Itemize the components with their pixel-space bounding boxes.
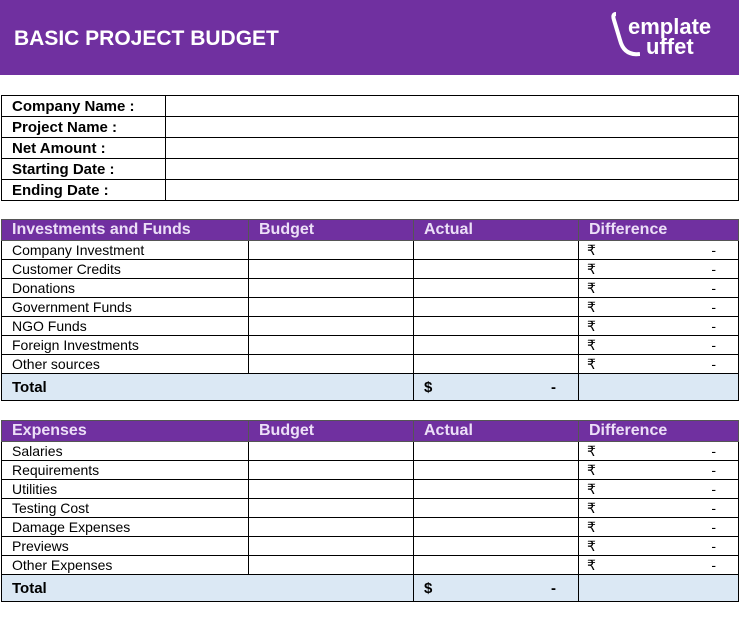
difference-cell: ₹ - [579,279,739,298]
column-header: Difference [579,421,739,442]
difference-cell: ₹ - [579,518,739,537]
actual-cell[interactable] [414,298,579,317]
expenses-header-row [2,421,739,442]
row-label: Requirements [2,461,249,480]
total-label: Total [2,575,414,602]
row-label: NGO Funds [2,317,249,336]
difference-cell: ₹ - [579,355,739,374]
row-label: Salaries [2,442,249,461]
actual-cell[interactable] [414,480,579,499]
total-label: Total [2,374,414,401]
table-row [2,518,739,537]
budget-cell[interactable] [249,298,414,317]
table-row [2,480,739,499]
table-row [2,279,739,298]
difference-cell: ₹ - [579,537,739,556]
total-actual-cell: $ - [414,374,579,401]
actual-cell[interactable] [414,317,579,336]
column-header: Investments and Funds [2,220,249,241]
info-row [2,117,739,138]
info-value-cell[interactable] [166,117,739,138]
difference-cell: ₹ - [579,336,739,355]
total-difference-cell [579,374,739,401]
actual-cell[interactable] [414,336,579,355]
budget-cell[interactable] [249,537,414,556]
row-label: Other Expenses [2,556,249,575]
investments-table [1,219,739,401]
row-label: Foreign Investments [2,336,249,355]
difference-cell: ₹ - [579,442,739,461]
difference-cell: ₹ - [579,556,739,575]
row-label: Testing Cost [2,499,249,518]
total-actual-cell: $ - [414,575,579,602]
info-row [2,180,739,201]
table-row [2,336,739,355]
table-row [2,537,739,556]
row-label: Government Funds [2,298,249,317]
budget-cell[interactable] [249,279,414,298]
budget-cell[interactable] [249,317,414,336]
row-label: Other sources [2,355,249,374]
budget-cell[interactable] [249,260,414,279]
column-header: Actual [414,220,579,241]
info-value-cell[interactable] [166,180,739,201]
row-label: Company Investment [2,241,249,260]
actual-cell[interactable] [414,279,579,298]
info-row [2,159,739,180]
title-bar [0,0,739,75]
info-row [2,138,739,159]
budget-cell[interactable] [249,461,414,480]
row-label: Utilities [2,480,249,499]
info-row [2,96,739,117]
actual-cell[interactable] [414,499,579,518]
actual-cell[interactable] [414,518,579,537]
info-label: Company Name : [2,96,166,117]
table-row [2,556,739,575]
info-label: Ending Date : [2,180,166,201]
column-header: Budget [249,421,414,442]
project-info-table [1,95,739,201]
investments-header-row [2,220,739,241]
table-row [2,317,739,336]
total-row [2,575,739,602]
difference-cell: ₹ - [579,298,739,317]
difference-cell: ₹ - [579,241,739,260]
difference-cell: ₹ - [579,480,739,499]
difference-cell: ₹ - [579,499,739,518]
row-label: Customer Credits [2,260,249,279]
difference-cell: ₹ - [579,461,739,480]
table-row [2,355,739,374]
column-header: Budget [249,220,414,241]
row-label: Previews [2,537,249,556]
table-row [2,241,739,260]
total-difference-cell [579,575,739,602]
actual-cell[interactable] [414,537,579,556]
budget-cell[interactable] [249,241,414,260]
total-row [2,374,739,401]
budget-cell[interactable] [249,556,414,575]
expenses-table [1,420,739,602]
table-row [2,442,739,461]
page-title: BASIC PROJECT BUDGET [14,27,279,50]
actual-cell[interactable] [414,355,579,374]
difference-cell: ₹ - [579,317,739,336]
budget-cell[interactable] [249,518,414,537]
actual-cell[interactable] [414,556,579,575]
budget-cell[interactable] [249,336,414,355]
budget-cell[interactable] [249,355,414,374]
row-label: Damage Expenses [2,518,249,537]
info-value-cell[interactable] [166,138,739,159]
budget-cell[interactable] [249,499,414,518]
row-label: Donations [2,279,249,298]
table-row [2,499,739,518]
table-row [2,461,739,480]
template-buffet-logo: emplate uffet [610,10,735,65]
budget-cell[interactable] [249,442,414,461]
info-value-cell[interactable] [166,159,739,180]
table-row [2,260,739,279]
info-label: Starting Date : [2,159,166,180]
actual-cell[interactable] [414,241,579,260]
difference-cell: ₹ - [579,260,739,279]
column-header: Expenses [2,421,249,442]
actual-cell[interactable] [414,260,579,279]
column-header: Actual [414,421,579,442]
actual-cell[interactable] [414,442,579,461]
column-header: Difference [579,220,739,241]
table-row [2,298,739,317]
budget-cell[interactable] [249,480,414,499]
info-value-cell[interactable] [166,96,739,117]
info-label: Project Name : [2,117,166,138]
actual-cell[interactable] [414,461,579,480]
info-label: Net Amount : [2,138,166,159]
